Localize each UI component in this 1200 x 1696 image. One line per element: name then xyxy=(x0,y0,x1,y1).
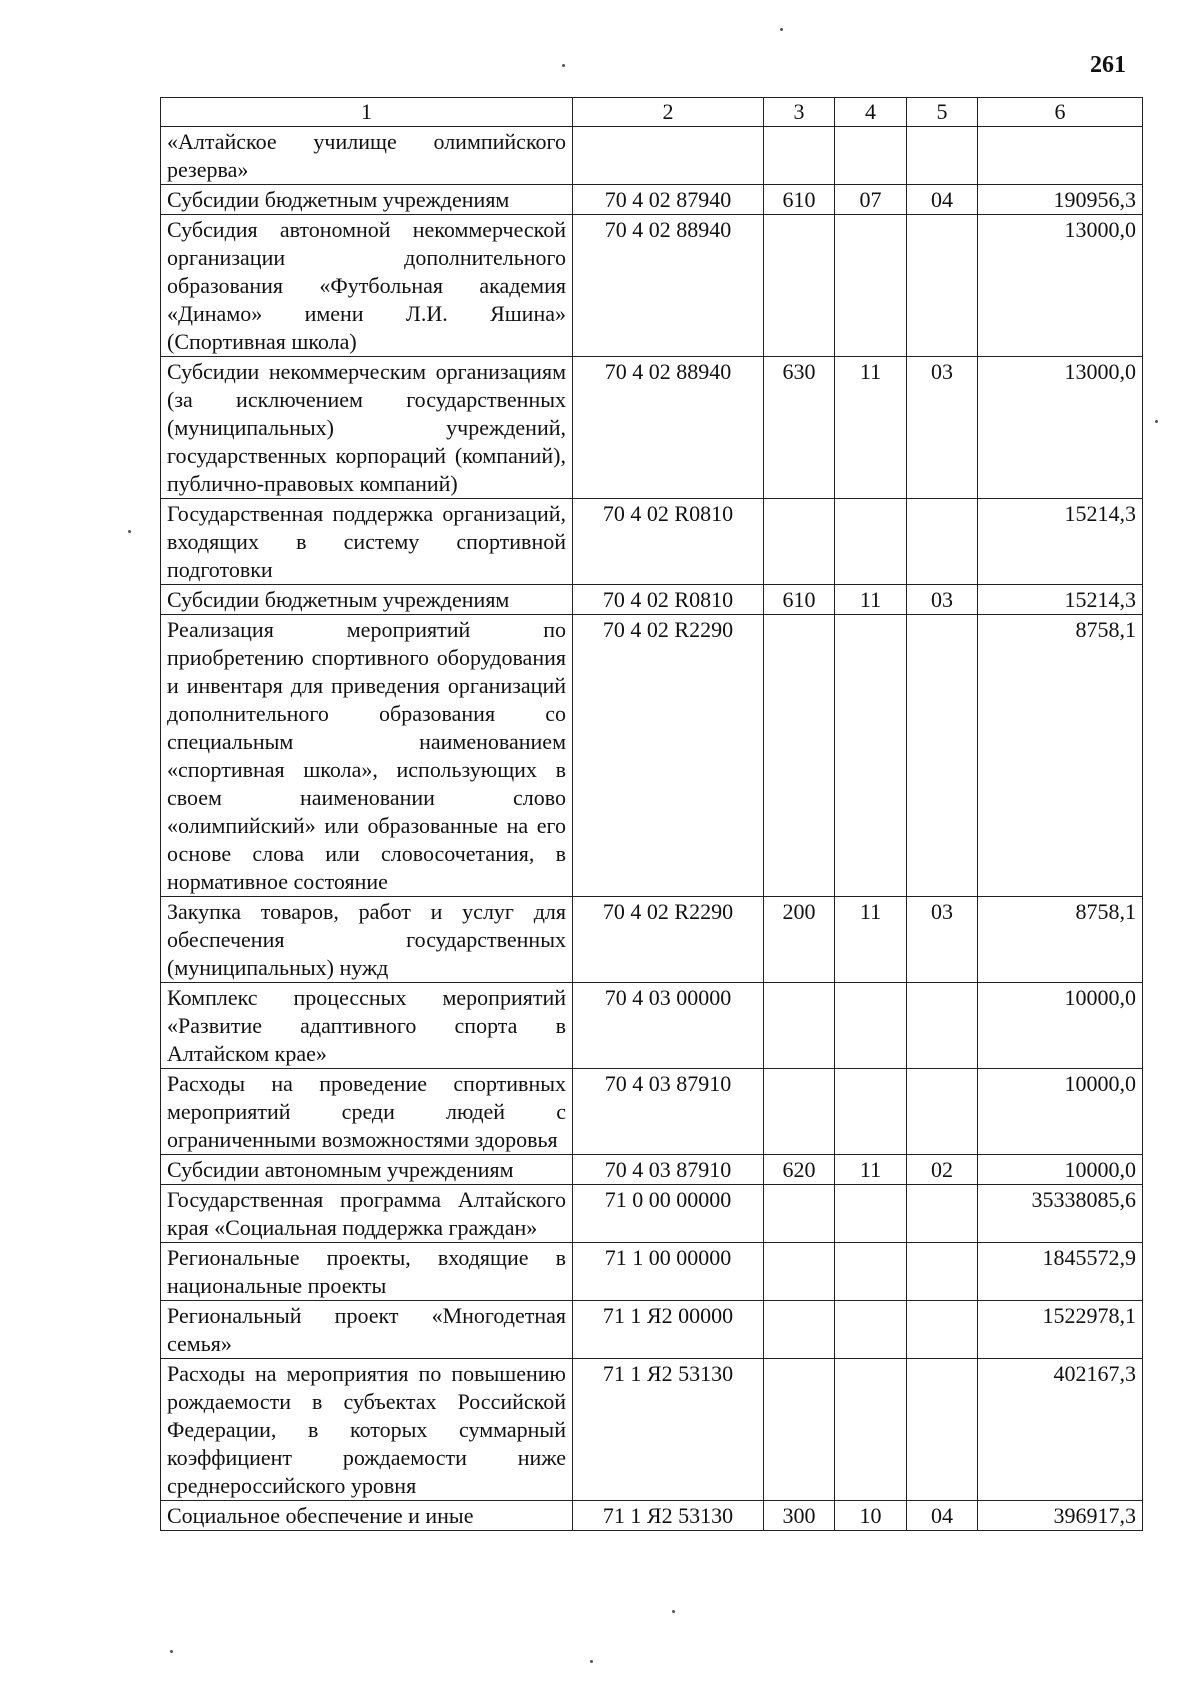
row-code xyxy=(573,127,764,185)
header-col-5: 5 xyxy=(907,98,978,127)
row-amount: 8758,1 xyxy=(978,897,1143,983)
row-code: 71 1 00 00000 xyxy=(573,1243,764,1301)
row-amount: 35338085,6 xyxy=(978,1185,1143,1243)
header-col-4: 4 xyxy=(835,98,907,127)
row-col-5: 03 xyxy=(907,897,978,983)
table-row xyxy=(161,185,1143,215)
row-col-5: 04 xyxy=(907,1501,978,1531)
row-col-3: 200 xyxy=(764,897,835,983)
row-description: Субсидии автономным учреждениям xyxy=(161,1155,573,1185)
header-col-3: 3 xyxy=(764,98,835,127)
row-col-4 xyxy=(835,1243,907,1301)
row-col-3 xyxy=(764,1069,835,1155)
row-description: Региональный проект «Многодетная семья» xyxy=(161,1301,573,1359)
row-col-4: 11 xyxy=(835,1155,907,1185)
row-col-3 xyxy=(764,1301,835,1359)
table-row xyxy=(161,357,1143,499)
header-col-2: 2 xyxy=(573,98,764,127)
row-col-3 xyxy=(764,1185,835,1243)
row-col-4: 11 xyxy=(835,897,907,983)
row-col-4 xyxy=(835,1359,907,1501)
table-row xyxy=(161,1155,1143,1185)
row-code: 70 4 03 00000 xyxy=(573,983,764,1069)
row-amount: 402167,3 xyxy=(978,1359,1143,1501)
row-col-5 xyxy=(907,1069,978,1155)
row-amount xyxy=(978,127,1143,185)
row-description: Субсидии бюджетным учреждениям xyxy=(161,185,573,215)
table-row xyxy=(161,983,1143,1069)
row-col-4 xyxy=(835,1301,907,1359)
table-row xyxy=(161,615,1143,897)
header-col-1: 1 xyxy=(161,98,573,127)
table-row xyxy=(161,127,1143,185)
row-code: 70 4 02 87940 xyxy=(573,185,764,215)
row-code: 70 4 02 R0810 xyxy=(573,499,764,585)
row-code: 70 4 03 87910 xyxy=(573,1069,764,1155)
row-col-3 xyxy=(764,499,835,585)
table-row xyxy=(161,1301,1143,1359)
row-col-5 xyxy=(907,1243,978,1301)
row-code: 71 1 Я2 53130 xyxy=(573,1359,764,1501)
budget-table xyxy=(160,97,1143,1531)
row-col-4 xyxy=(835,499,907,585)
row-col-4 xyxy=(835,615,907,897)
row-description: Государственная программа Алтайского края «Социальная поддержка граждан» xyxy=(161,1185,573,1243)
row-description: Комплекс процессных мероприятий «Развитие адаптивного спорта в Алтайском крае» xyxy=(161,983,573,1069)
table-row xyxy=(161,499,1143,585)
row-amount: 10000,0 xyxy=(978,983,1143,1069)
page-number: 261 xyxy=(1090,52,1126,78)
row-code: 70 4 03 87910 xyxy=(573,1155,764,1185)
row-amount: 13000,0 xyxy=(978,357,1143,499)
row-col-5 xyxy=(907,499,978,585)
header-col-6: 6 xyxy=(978,98,1143,127)
row-col-3 xyxy=(764,983,835,1069)
scan-speck xyxy=(1155,420,1158,423)
row-code: 70 4 02 R2290 xyxy=(573,615,764,897)
row-col-5: 03 xyxy=(907,585,978,615)
row-code: 71 1 Я2 53130 xyxy=(573,1501,764,1531)
scan-speck xyxy=(128,530,131,533)
row-description: Субсидия автономной некоммерческой организации дополнительного образования «Футбольная академия «Динамо» имени Л.И. Яшина» (Спортивная школа) xyxy=(161,215,573,357)
scan-speck xyxy=(780,28,783,31)
scan-speck xyxy=(562,64,565,67)
row-amount: 15214,3 xyxy=(978,585,1143,615)
row-col-3 xyxy=(764,215,835,357)
row-col-4 xyxy=(835,1185,907,1243)
row-col-5 xyxy=(907,215,978,357)
row-col-5 xyxy=(907,1359,978,1501)
row-code: 70 4 02 R0810 xyxy=(573,585,764,615)
row-col-3: 300 xyxy=(764,1501,835,1531)
row-code: 71 0 00 00000 xyxy=(573,1185,764,1243)
row-description: «Алтайское училище олимпийского резерва» xyxy=(161,127,573,185)
row-amount: 1522978,1 xyxy=(978,1301,1143,1359)
row-description: Расходы на проведение спортивных мероприятий среди людей с ограниченными возможностями здоровья xyxy=(161,1069,573,1155)
row-col-4 xyxy=(835,215,907,357)
row-col-3: 610 xyxy=(764,185,835,215)
row-code: 70 4 02 88940 xyxy=(573,215,764,357)
row-col-5: 03 xyxy=(907,357,978,499)
row-col-5: 04 xyxy=(907,185,978,215)
row-col-5 xyxy=(907,1185,978,1243)
row-amount: 190956,3 xyxy=(978,185,1143,215)
scan-speck xyxy=(590,1660,593,1663)
row-col-4 xyxy=(835,1069,907,1155)
row-amount: 8758,1 xyxy=(978,615,1143,897)
row-description: Субсидии бюджетным учреждениям xyxy=(161,585,573,615)
row-amount: 10000,0 xyxy=(978,1069,1143,1155)
row-description: Субсидии некоммерческим организациям (за исключением государственных (муниципальных) учреждений, государственных корпораций (компаний), публично-правовых компаний) xyxy=(161,357,573,499)
row-description: Реализация мероприятий по приобретению спортивного оборудования и инвентаря для приведения организаций дополнительного образования со специальным наименованием «спортивная школа», использующих в своем наименовании слово «олимпийский» или образованные на его основе слова или словосочетания, в нормативное состояние xyxy=(161,615,573,897)
row-description: Государственная поддержка организаций, входящих в систему спортивной подготовки xyxy=(161,499,573,585)
scan-speck xyxy=(170,1650,173,1653)
row-amount: 15214,3 xyxy=(978,499,1143,585)
row-code: 70 4 02 R2290 xyxy=(573,897,764,983)
row-col-4 xyxy=(835,983,907,1069)
row-col-4: 11 xyxy=(835,585,907,615)
row-col-5: 02 xyxy=(907,1155,978,1185)
row-col-5 xyxy=(907,615,978,897)
row-col-3: 630 xyxy=(764,357,835,499)
row-amount: 13000,0 xyxy=(978,215,1143,357)
row-amount: 1845572,9 xyxy=(978,1243,1143,1301)
table-row xyxy=(161,585,1143,615)
row-col-3: 620 xyxy=(764,1155,835,1185)
table-row xyxy=(161,1069,1143,1155)
row-col-4: 07 xyxy=(835,185,907,215)
row-col-3 xyxy=(764,127,835,185)
table-row xyxy=(161,215,1143,357)
row-col-3 xyxy=(764,615,835,897)
row-code: 70 4 02 88940 xyxy=(573,357,764,499)
row-description: Социальное обеспечение и иные xyxy=(161,1501,573,1531)
row-description: Расходы на мероприятия по повышению рождаемости в субъектах Российской Федерации, в которых суммарный коэффициент рождаемости ниже среднероссийского уровня xyxy=(161,1359,573,1501)
table-row xyxy=(161,1359,1143,1501)
row-amount: 10000,0 xyxy=(978,1155,1143,1185)
row-col-4: 11 xyxy=(835,357,907,499)
table-row xyxy=(161,1501,1143,1531)
table-row xyxy=(161,1243,1143,1301)
row-col-3 xyxy=(764,1359,835,1501)
row-description: Региональные проекты, входящие в национальные проекты xyxy=(161,1243,573,1301)
row-col-5 xyxy=(907,983,978,1069)
row-col-5 xyxy=(907,127,978,185)
row-col-5 xyxy=(907,1301,978,1359)
row-col-3 xyxy=(764,1243,835,1301)
row-col-3: 610 xyxy=(764,585,835,615)
row-description: Закупка товаров, работ и услуг для обеспечения государственных (муниципальных) нужд xyxy=(161,897,573,983)
scan-speck xyxy=(672,1610,675,1613)
row-col-4 xyxy=(835,127,907,185)
row-code: 71 1 Я2 00000 xyxy=(573,1301,764,1359)
header-row xyxy=(161,98,1143,127)
row-col-4: 10 xyxy=(835,1501,907,1531)
table-row xyxy=(161,1185,1143,1243)
row-amount: 396917,3 xyxy=(978,1501,1143,1531)
table-row xyxy=(161,897,1143,983)
